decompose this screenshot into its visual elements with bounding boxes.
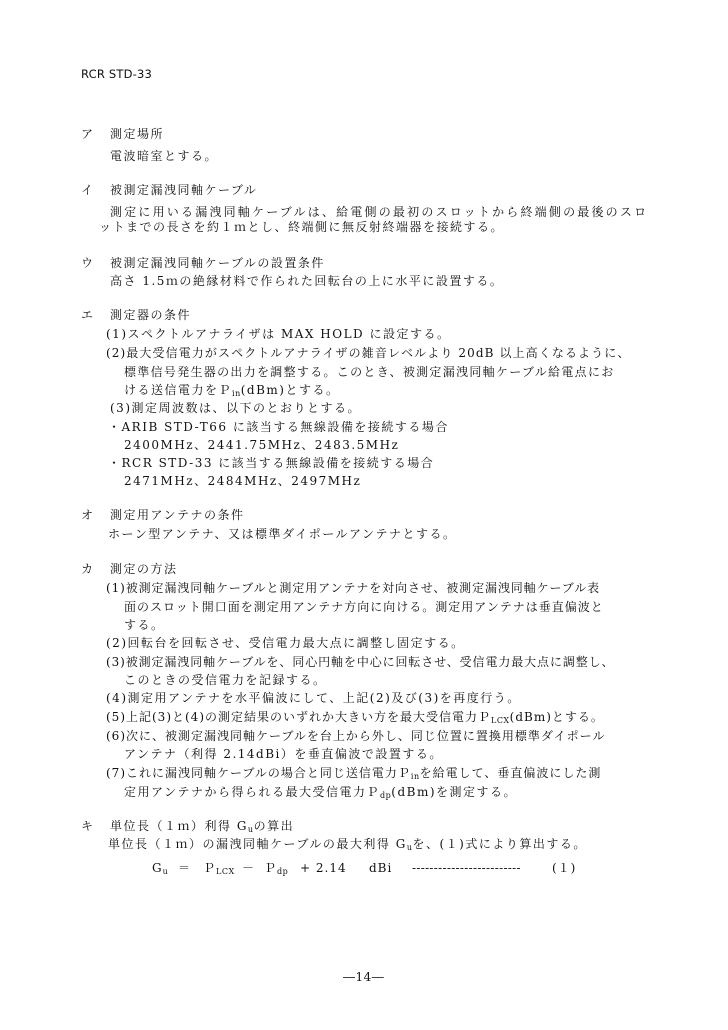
section-text-e-9: 2471MHz、2484MHz、2497MHz	[124, 474, 362, 488]
formula-minus: －	[242, 861, 256, 875]
formula-number: (１)	[552, 861, 577, 875]
section-marker-ki: キ	[81, 819, 94, 833]
section-text-o-1: ホーン型アンテナ、又は標準ダイポールアンテナとする。	[108, 527, 457, 541]
formula-constant: + 2.14	[300, 861, 347, 875]
section-title-ki: 単位長（１ｍ）利得 $G_u$の算出	[110, 819, 295, 834]
section-text-e-7: 2400MHz、2441.75MHz、2483.5MHz	[124, 438, 400, 452]
section-text-e-4: ける送信電力をＰ$_{in}$(dBm)とする。	[124, 383, 340, 398]
section-text-ka-8: (5)上記(3)と(4)の測定結果のいずれか大きい方を最大受信電力Ｐ$_{LCX}$(dBm)とする。	[106, 710, 604, 725]
section-text-u-1: 高さ 1.5ｍの絶縁材料で作られた回転台の上に水平に設置する。	[110, 274, 504, 288]
section-text-ka-11: (7)これに漏洩同軸ケーブルの場合と同じ送信電力Ｐ$_{in}$を給電して、垂直偏波にした測	[106, 766, 602, 781]
section-text-ki-1: 単位長（１ｍ）の漏洩同軸ケーブルの最大利得 $G_u$を、(１)式により算出する。	[108, 837, 587, 852]
section-text-i-1: 測定に用いる漏洩同軸ケーブルは、給電側の最初のスロットから終端側の最後のスロ	[110, 205, 649, 219]
formula-p-dp: Ｐ$_{dp}$	[264, 861, 289, 876]
section-marker-u: ウ	[81, 256, 94, 270]
section-marker-o: オ	[81, 508, 94, 522]
section-text-ka-3: する。	[124, 618, 165, 632]
page-number: ―14―	[343, 970, 385, 984]
section-text-ka-9: (6)次に、被測定漏洩同軸ケーブルを台上から外し、同じ位置に置換用標準ダイポール	[106, 729, 606, 743]
section-title-i: 被測定漏洩同軸ケーブル	[110, 183, 258, 197]
section-text-ka-7: (4)測定用アンテナを水平偏波にして、上記(2)及び(3)を再度行う。	[106, 691, 521, 705]
section-marker-e: エ	[81, 308, 94, 322]
section-text-e-2: (2)最大受信電力がスペクトルアナライザの雑音レベルより 20dB 以上高くなるように、	[106, 346, 631, 360]
formula-leader: -------------------------	[412, 861, 521, 875]
section-text-e-1: (1)スペクトルアナライザは MAX HOLD に設定する。	[106, 327, 451, 341]
section-title-e: 測定器の条件	[110, 308, 192, 322]
section-marker-i: イ	[81, 183, 94, 197]
section-text-e-6: ・ARIB STD-T66 に該当する無線設備を接続する場合	[108, 420, 449, 434]
formula-unit: dBi	[369, 861, 393, 875]
section-text-ka-5: (3)被測定漏洩同軸ケーブルを、同心円軸を中心に回転させ、受信電力最大点に調整し、	[106, 655, 615, 669]
section-title-u: 被測定漏洩同軸ケーブルの設置条件	[110, 256, 325, 270]
section-marker-a: ア	[81, 127, 94, 141]
section-text-ka-6: このときの受信電力を記録する。	[124, 673, 327, 687]
formula-equals: ＝	[178, 861, 192, 875]
section-title-ka: 測定の方法	[110, 562, 178, 576]
section-text-ka-2: 面のスロット開口面を測定用アンテナ方向に向ける。測定用アンテナは垂直偏波と	[124, 600, 604, 614]
section-text-e-3: 標準信号発生器の出力を調整する。このとき、被測定漏洩同軸ケーブル給電点にお	[124, 365, 615, 379]
section-text-e-5: (3)測定周波数は、以下のとおりとする。	[110, 401, 361, 415]
section-text-ka-10: アンテナ（利得 2.14dBi）を垂直偏波で設置する。	[124, 747, 443, 761]
section-marker-ka: カ	[81, 562, 94, 576]
section-title-o: 測定用アンテナの条件	[110, 508, 245, 522]
section-text-ka-12: 定用アンテナから得られる最大受信電力Ｐ$_{dp}$(dBm)を測定する。	[124, 785, 518, 800]
section-text-ka-4: (2)回転台を回転させ、受信電力最大点に調整し固定する。	[106, 636, 465, 650]
section-text-ka-1: (1)被測定漏洩同軸ケーブルと測定用アンテナを対向させ、被測定漏洩同軸ケーブル表	[106, 581, 601, 595]
section-text-a-1: 電波暗室とする。	[110, 149, 219, 163]
section-title-a: 測定場所	[110, 127, 165, 141]
section-text-e-8: ・RCR STD-33 に該当する無線設備を接続する場合	[108, 456, 435, 470]
formula-gain: $G_u$	[152, 861, 169, 876]
document-header: RCR STD-33	[81, 67, 153, 81]
formula-p-lcx: Ｐ$_{LCX}$	[203, 861, 235, 876]
section-text-i-2: ットまでの長さを約１ｍとし、終端側に無反射終端器を接続する。	[99, 220, 505, 234]
